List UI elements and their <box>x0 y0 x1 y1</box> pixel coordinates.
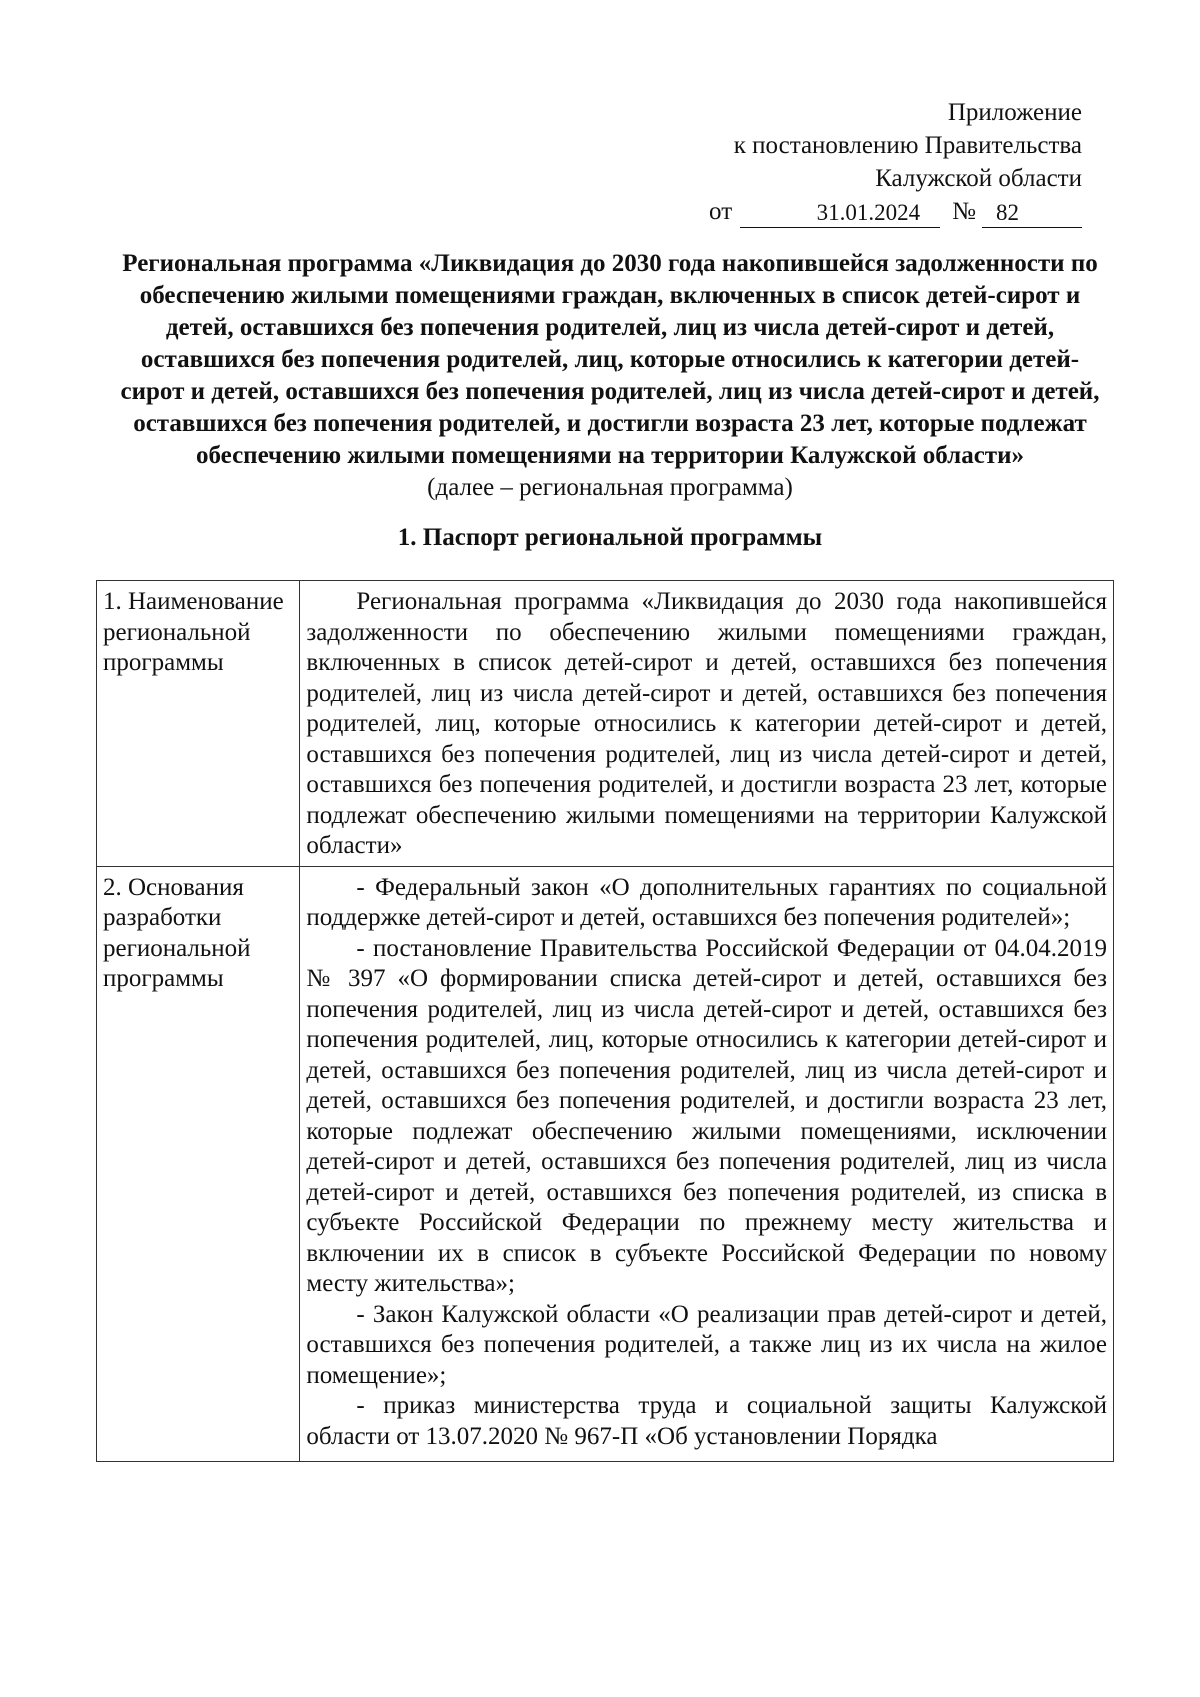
region-name: Калужской области <box>875 165 1082 192</box>
appendix-label: Приложение <box>947 99 1082 126</box>
row-name-cell: 1. Наименование региональной программы <box>97 581 300 867</box>
date-number-line <box>662 195 1082 228</box>
row-name-cell: 2. Основания разработки региональной программы <box>97 866 300 1461</box>
row-value-cell <box>300 866 1114 1461</box>
row-paragraph: Региональная программа «Ликвидация до 2030 года накопившейся задолженности по обеспечению жилыми помещениями граждан, включенных в список детей-сирот и детей, оставшихся без попечения родителей, лиц из числа детей-сирот и детей, оставшихся без попечения родителей, лиц, которые относились к категории детей-сирот и детей, оставшихся без попечения родителей, лиц из числа детей-сирот и детей, оставшихся без попечения родителей, и достигли возраста 23 лет, которые подлежат обеспечению жилыми помещениями на территории Калужской области» <box>306 588 1107 859</box>
row-value-content <box>306 873 1107 1461</box>
table-row <box>97 866 1114 1461</box>
appendix-header <box>662 96 1082 228</box>
row-paragraph: - постановление Правительства Российской Федерации от 04.04.2019 № 397 «О формировании списка детей-сирот и детей, оставшихся без попечения родителей, лиц из числа детей-сирот и детей, оставшихся без попечения родителей, лиц, которые относились к категории детей-сирот и детей, оставшихся без попечения родителей, лиц из числа детей-сирот и детей, оставшихся без попечения родителей, и достигли возраста 23 лет, которые подлежат обеспечению жилыми помещениями, исключении детей-сирот и детей, оставшихся без попечения родителей, лиц из числа детей-сирот и детей, оставшихся без попечения родителей, из списка в субъекте Российской Федерации по прежнему месту жительства и включении их в список в субъекте Российской Федерации по новому месту жительства»; <box>306 934 1107 1297</box>
section-heading: 1. Паспорт региональной программы <box>397 524 823 551</box>
decree-reference: к постановлению Правительства <box>733 132 1082 159</box>
row-paragraph: - Закон Калужской области «О реализации прав детей-сирот и детей, оставшихся без попечения родителей, а также лиц из их числа на жилое помещение»; <box>306 1300 1107 1389</box>
passport-table <box>96 580 1114 1462</box>
row-paragraph: - Федеральный закон «О дополнительных гарантиях по социальной поддержке детей-сирот и детей, оставшихся без попечения родителей»; <box>306 873 1107 931</box>
row-value-cell <box>300 581 1114 867</box>
date-value: 31.01.2024 <box>740 199 940 228</box>
program-title: Региональная программа «Ликвидация до 2030 года накопившейся задолженности по обеспечению жилыми помещениями граждан, включенных в список детей-сирот и детей, оставшихся без попечения родителей, лиц из числа детей-сирот и детей, оставшихся без попечения родителей, лиц, которые относились к категории детей-сирот и детей, оставшихся без попечения родителей, лиц из числа детей-сирот и детей, оставшихся без попечения родителей, и достигли возраста 23 лет, которые подлежат обеспечению жилыми помещениями на территории Калужской области» <box>120 250 1100 469</box>
document-title <box>110 248 1110 504</box>
number-value: 82 <box>982 199 1082 228</box>
number-prefix: № <box>952 198 976 225</box>
table-row <box>97 581 1114 867</box>
row-paragraph: - приказ министерства труда и социальной защиты Калужской области от 13.07.2020 № 967-П «Об установлении Порядка <box>306 1392 1107 1450</box>
program-title-note: (далее – региональная программа) <box>427 474 793 501</box>
date-prefix: от <box>709 198 733 225</box>
